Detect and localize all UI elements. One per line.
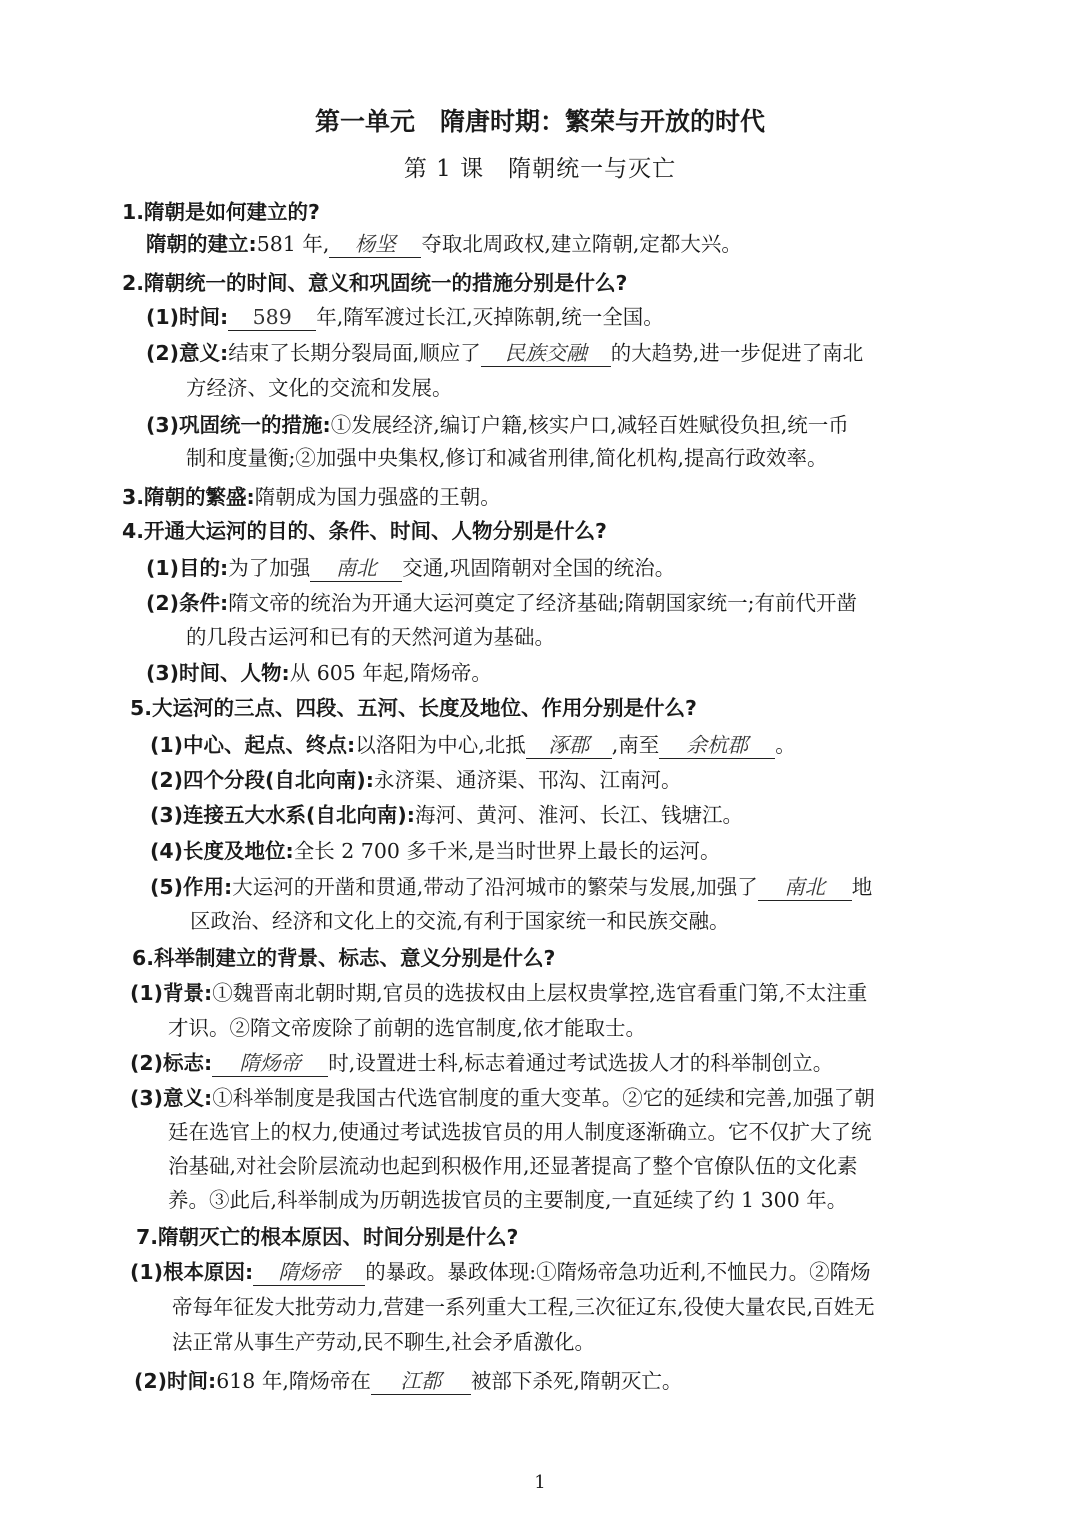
question-4-part-3 xyxy=(0,658,1080,688)
part-text: 以洛阳为中心,北抵 xyxy=(355,733,526,757)
question-2-part-2-cont: 方经济、文化的交流和发展。 xyxy=(186,376,453,400)
part-text: ,南至 xyxy=(611,733,660,757)
part-label: (1)目的: xyxy=(146,556,229,580)
question-1-answer xyxy=(0,229,1080,259)
part-text: ①魏晋南北朝时期,官员的选拔权由上层权贵掌控,选官看重门第,不太注重 xyxy=(212,981,868,1005)
part-label: (2)时间: xyxy=(134,1369,217,1393)
question-7-part-1-cont: 法正常从事生产劳动,民不聊生,社会矛盾激化。 xyxy=(172,1330,596,1354)
question-5-heading: 5.大运河的三点、四段、五河、长度及地位、作用分别是什么? xyxy=(130,696,697,720)
unit-title: 第一单元 隋唐时期：繁荣与开放的时代 xyxy=(314,107,765,136)
question-3-label: 3.隋朝的繁盛: xyxy=(122,485,255,509)
fill-blank: 江都 xyxy=(371,1368,471,1395)
part-text: ①发展经济,编订户籍,核实户口,减轻百姓赋役负担,统一币 xyxy=(330,413,849,437)
part-text: 交通,巩固隋朝对全国的统治。 xyxy=(402,556,676,580)
fill-blank: 隋炀帝 xyxy=(212,1050,328,1077)
question-7-part-1 xyxy=(0,1257,1080,1287)
part-label: (1)中心、起点、终点: xyxy=(150,733,356,757)
part-text: 618 年,隋炀帝在 xyxy=(216,1369,371,1393)
question-5-part-3 xyxy=(0,800,1080,830)
answer-text: 581 年, xyxy=(256,232,330,256)
question-3-text: 隋朝成为国力强盛的王朝。 xyxy=(254,485,501,509)
part-text: 海河、黄河、淮河、长江、钱塘江。 xyxy=(414,803,743,827)
part-text: 从 605 年起,隋炀帝。 xyxy=(289,661,492,685)
part-text: 隋文帝的统治为开通大运河奠定了经济基础;隋朝国家统一;有前代开凿 xyxy=(228,591,858,615)
question-2-heading: 2.隋朝统一的时间、意义和巩固统一的措施分别是什么? xyxy=(122,271,628,295)
fill-blank: 隋炀帝 xyxy=(253,1259,365,1286)
part-text: 年,隋军渡过长江,灭掉陈朝,统一全国。 xyxy=(316,305,664,329)
fill-blank: 南北 xyxy=(310,555,402,582)
fill-blank: 涿郡 xyxy=(526,732,612,759)
question-5-part-5 xyxy=(0,872,1080,902)
question-5-part-1 xyxy=(0,730,1080,760)
part-text: 全长 2 700 多千米,是当时世界上最长的运河。 xyxy=(293,839,721,863)
question-4-part-2 xyxy=(0,588,1080,618)
part-label: (2)条件: xyxy=(146,591,229,615)
part-text: 地 xyxy=(851,875,873,899)
part-label: (2)四个分段(自北向南): xyxy=(150,768,374,792)
fill-blank: 南北 xyxy=(758,874,852,901)
part-text: 的暴政。暴政体现:①隋炀帝急功近利,不恤民力。②隋炀 xyxy=(365,1260,871,1284)
part-label: (3)时间、人物: xyxy=(146,661,290,685)
question-2-part-1 xyxy=(0,302,1080,332)
question-6-part-1-cont: 才识。②隋文帝废除了前朝的选官制度,依才能取士。 xyxy=(168,1016,647,1040)
question-6-part-3-cont: 治基础,对社会阶层流动也起到积极作用,还显著提高了整个官僚队伍的文化素 xyxy=(168,1154,858,1178)
part-label: (1)根本原因: xyxy=(130,1260,254,1284)
question-3 xyxy=(0,482,1080,512)
part-label: (3)巩固统一的措施: xyxy=(146,413,331,437)
part-text: 永济渠、通济渠、邗沟、江南河。 xyxy=(373,768,682,792)
part-label: (3)意义: xyxy=(130,1086,213,1110)
fill-blank: 589 xyxy=(228,304,316,331)
question-6-part-3-cont: 廷在选官上的权力,使通过考试选拔官员的用人制度逐渐确立。它不仅扩大了统 xyxy=(168,1120,872,1144)
question-6-part-1 xyxy=(0,978,1080,1008)
question-1-heading: 1.隋朝是如何建立的? xyxy=(122,200,320,224)
answer-text: 夺取北周政权,建立隋朝,定都大兴。 xyxy=(421,232,742,256)
question-4-part-1 xyxy=(0,553,1080,583)
question-2-part-2 xyxy=(0,338,1080,368)
part-label: (4)长度及地位: xyxy=(150,839,294,863)
part-label: (3)连接五大水系(自北向南): xyxy=(150,803,415,827)
question-2-part-3-cont: 制和度量衡;②加强中央集权,修订和减省刑律,简化机构,提高行政效率。 xyxy=(186,446,828,470)
question-2-part-3 xyxy=(0,410,1080,440)
question-5-part-2 xyxy=(0,765,1080,795)
question-4-heading: 4.开通大运河的目的、条件、时间、人物分别是什么? xyxy=(122,519,607,543)
question-4-part-2-cont: 的几段古运河和已有的天然河道为基础。 xyxy=(186,625,555,649)
part-label: (2)意义: xyxy=(146,341,229,365)
lesson-title: 第 1 课 隋朝统一与灭亡 xyxy=(403,156,677,182)
question-6-part-3-cont: 养。③此后,科举制成为历朝选拔官员的主要制度,一直延续了约 1 300 年。 xyxy=(168,1188,848,1212)
question-5-part-5-cont: 区政治、经济和文化上的交流,有利于国家统一和民族交融。 xyxy=(190,909,730,933)
answer-label: 隋朝的建立: xyxy=(146,232,257,256)
part-text: 被部下杀死,隋朝灭亡。 xyxy=(470,1369,683,1393)
part-text: 时,设置进士科,标志着通过考试选拔人才的科举制创立。 xyxy=(328,1051,834,1075)
question-6-part-3 xyxy=(0,1083,1080,1113)
question-7-part-2 xyxy=(0,1366,1080,1396)
question-6-part-2 xyxy=(0,1048,1080,1078)
page-number: 1 xyxy=(534,1472,546,1493)
fill-blank: 杨坚 xyxy=(329,231,421,258)
fill-blank: 余杭郡 xyxy=(659,732,775,759)
part-label: (2)标志: xyxy=(130,1051,213,1075)
part-text: 为了加强 xyxy=(228,556,311,580)
part-text: 结束了长期分裂局面,顺应了 xyxy=(228,341,481,365)
part-text: 的大趋势,进一步促进了南北 xyxy=(610,341,864,365)
question-7-part-1-cont: 帝每年征发大批劳动力,营建一系列重大工程,三次征辽东,役使大量农民,百姓无 xyxy=(172,1295,875,1319)
part-label: (1)时间: xyxy=(146,305,229,329)
question-6-heading: 6.科举制建立的背景、标志、意义分别是什么? xyxy=(132,946,556,970)
part-text: 。 xyxy=(775,733,796,757)
part-label: (1)背景: xyxy=(130,981,213,1005)
question-5-part-4 xyxy=(0,836,1080,866)
part-text: 大运河的开凿和贯通,带动了沿河城市的繁荣与发展,加强了 xyxy=(232,875,758,899)
fill-blank: 民族交融 xyxy=(481,340,611,367)
part-label: (5)作用: xyxy=(150,875,233,899)
question-7-heading: 7.隋朝灭亡的根本原因、时间分别是什么? xyxy=(136,1225,519,1249)
part-text: ①科举制度是我国古代选官制度的重大变革。②它的延续和完善,加强了朝 xyxy=(212,1086,875,1110)
